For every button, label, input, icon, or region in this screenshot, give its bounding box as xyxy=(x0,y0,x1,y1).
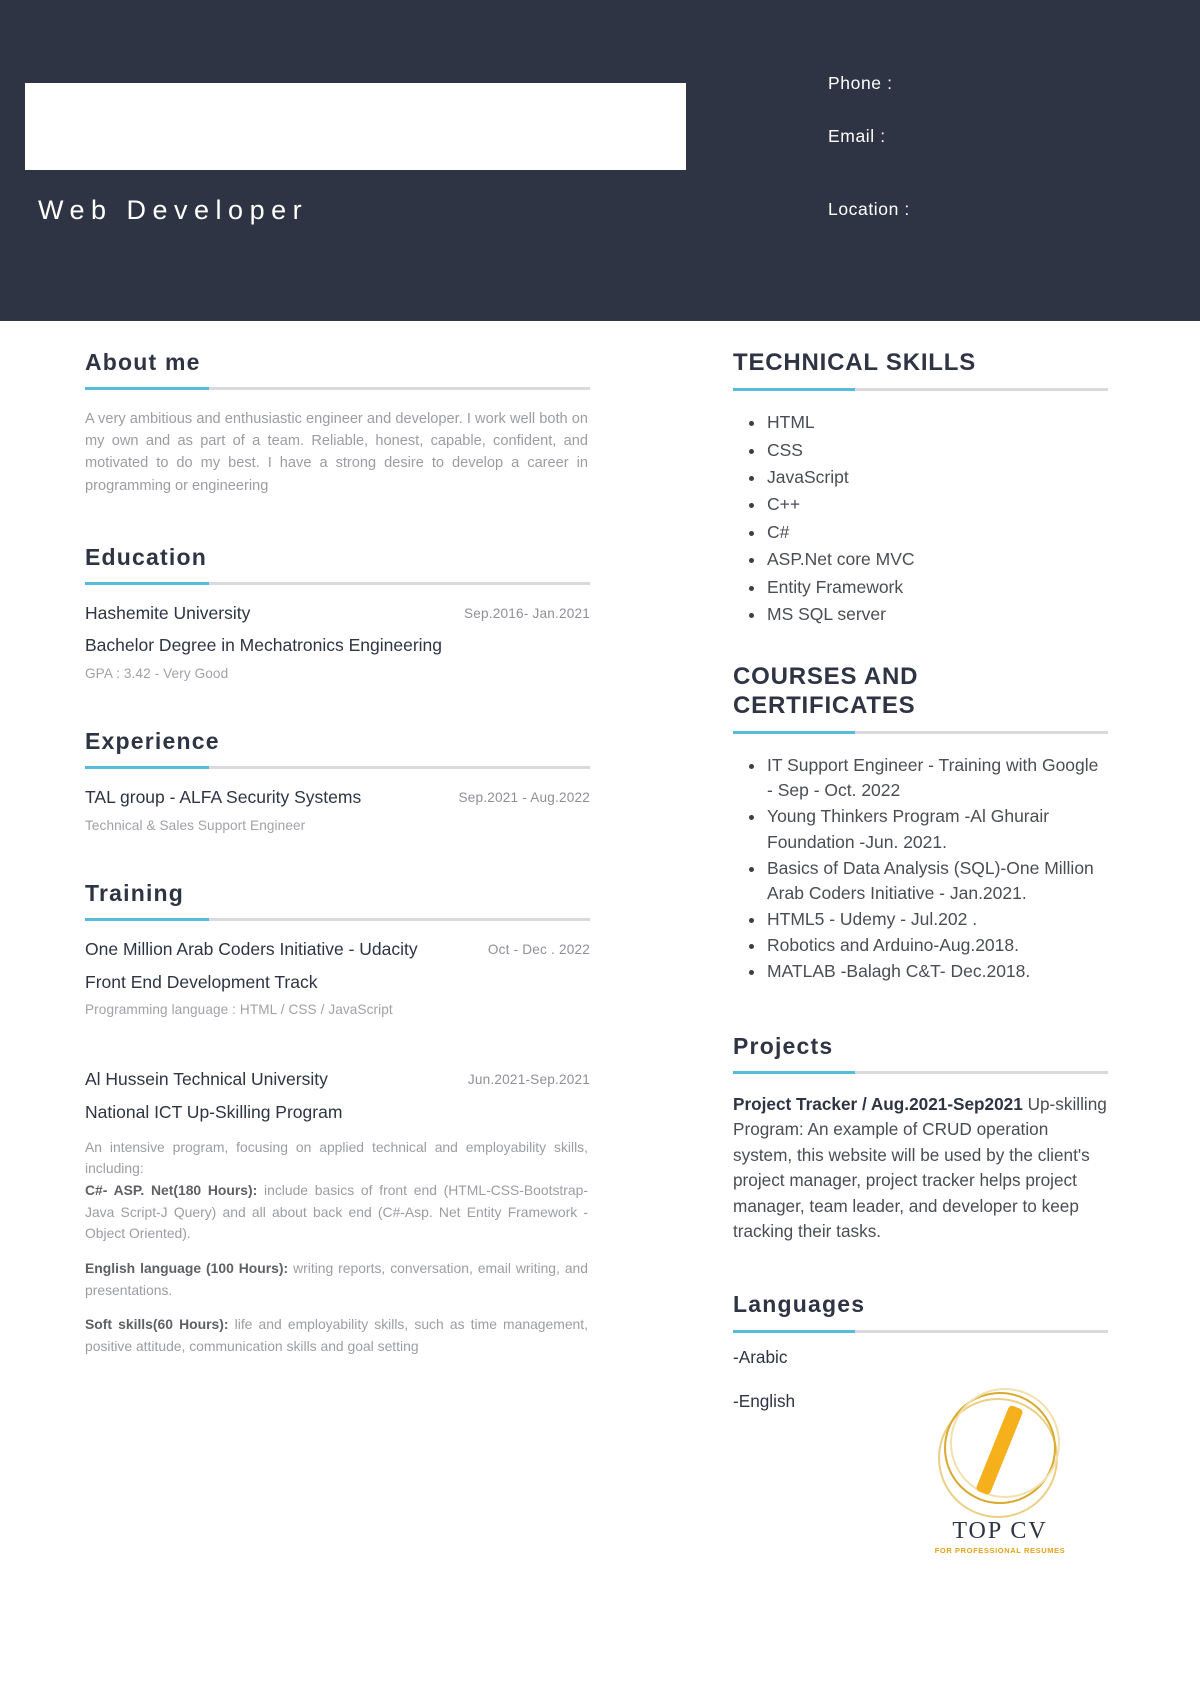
education-entry xyxy=(85,602,590,681)
section-about-me xyxy=(85,349,590,497)
training-entry-2-head xyxy=(85,1068,590,1091)
section-projects xyxy=(733,1033,1108,1245)
training-entry-1-date: Oct - Dec . 2022 xyxy=(487,942,590,958)
list-item: Young Thinkers Program -Al Ghurair Foundation -Jun. 2021. xyxy=(767,804,1108,854)
section-education xyxy=(85,544,590,681)
list-item: HTML xyxy=(767,410,1108,435)
list-item: -English xyxy=(733,1390,796,1411)
list-item: Robotics and Arduino-Aug.2018. xyxy=(767,933,1108,958)
list-item: ASP.Net core MVC xyxy=(767,547,1108,572)
list-item: CSS xyxy=(767,438,1108,463)
spacer xyxy=(733,986,1108,1033)
list-item: -Arabic xyxy=(733,1346,788,1367)
training-entry-1 xyxy=(85,938,590,1017)
training-entry-1-track: Front End Development Track xyxy=(85,971,318,992)
projects-rule xyxy=(733,1071,1108,1074)
training-paragraph-softskills-label: Soft skills(60 Hours): xyxy=(85,1316,229,1333)
technical-skills-list xyxy=(733,410,1108,627)
experience-entry-date: Sep.2021 - Aug.2022 xyxy=(458,790,590,806)
job-title: Web Developer xyxy=(38,195,309,225)
education-entry-head xyxy=(85,602,590,625)
list-item: MATLAB -Balagh C&T- Dec.2018. xyxy=(767,959,1108,984)
contact-location xyxy=(828,199,1158,220)
training-paragraph-csharp-text: include basics of front end (HTML-CSS-Bootstrap- Java Script-J Query) and all about back end (C#-Asp. Net Entity Framework -Object Oriented). xyxy=(85,1181,588,1242)
languages-rule xyxy=(733,1330,1108,1333)
courses-certificates-heading: COURSES AND CERTIFICATES xyxy=(733,663,919,719)
logo-tagline: FOR PROFESSIONAL RESUMES xyxy=(934,1546,1066,1555)
training-paragraph-english xyxy=(85,1258,588,1301)
list-item: C# xyxy=(767,520,1108,545)
training-paragraph-english-text: writing reports, conversation, email writing, and presentations. xyxy=(85,1259,589,1298)
topcv-logo xyxy=(925,1388,1075,1555)
education-rule xyxy=(85,582,590,585)
name-box xyxy=(25,83,686,170)
training-rule xyxy=(85,918,590,921)
courses-certificates-list xyxy=(733,753,1108,985)
training-heading: Training xyxy=(85,880,185,907)
list-item: IT Support Engineer - Training with Google - Sep - Oct. 2022 xyxy=(767,753,1108,803)
right-column xyxy=(733,349,1108,1435)
training-entry-2 xyxy=(85,1068,590,1357)
list-item: HTML5 - Udemy - Jul.202 . xyxy=(767,907,1108,932)
education-entry-gpa: GPA : 3.42 - Very Good xyxy=(85,665,229,681)
about-me-heading: About me xyxy=(85,349,201,375)
projects-title: Project Tracker / Aug.2021-Sep2021 xyxy=(733,1093,1023,1114)
training-paragraph-softskills-text: life and employability skills, such as time management, positive attitude, communication skills and goal setting xyxy=(85,1316,588,1354)
experience-entry-title: TAL group - ALFA Security Systems xyxy=(85,787,362,808)
education-entry-date: Sep.2016- Jan.2021 xyxy=(463,605,590,621)
list-item: Entity Framework xyxy=(767,575,1108,600)
section-training xyxy=(85,880,590,1357)
training-entry-2-program: National ICT Up-Skilling Program xyxy=(85,1101,343,1122)
training-paragraph-csharp-label: C#- ASP. Net(180 Hours): xyxy=(85,1181,258,1198)
training-entry-2-date: Jun.2021-Sep.2021 xyxy=(467,1072,590,1088)
training-entry-2-title: Al Hussein Technical University xyxy=(85,1069,328,1090)
section-courses-certificates xyxy=(733,663,1108,984)
technical-skills-heading: TECHNICAL SKILLS xyxy=(733,349,977,376)
list-item: Basics of Data Analysis (SQL)-One Million Arab Coders Initiative - Jan.2021. xyxy=(767,856,1108,906)
spacer xyxy=(85,497,590,544)
list-item: MS SQL server xyxy=(767,602,1108,627)
left-column xyxy=(85,349,590,1358)
contact-email xyxy=(828,126,1158,147)
spacer xyxy=(733,1244,1108,1291)
experience-entry-role: Technical & Sales Support Engineer xyxy=(85,818,306,834)
education-entry-title: Hashemite University xyxy=(85,602,251,623)
experience-rule xyxy=(85,766,590,769)
experience-entry-head xyxy=(85,786,590,809)
about-me-rule xyxy=(85,387,590,390)
about-me-text: A very ambitious and enthusiastic engineer and developer. I work well both on my own and as part of a team. Reliable, honest, capable, confident, and motivated to do my best. I have a strong desire to develop a career in programming or engineering xyxy=(85,411,588,494)
section-experience xyxy=(85,728,590,833)
experience-entry xyxy=(85,786,590,833)
contact-phone xyxy=(828,73,1158,94)
training-entry-1-title: One Million Arab Coders Initiative - Udacity xyxy=(85,939,418,960)
resume-header xyxy=(0,0,1200,321)
contact-location-label: Location : xyxy=(828,199,910,219)
training-entry-1-head xyxy=(85,938,590,961)
spacer xyxy=(85,681,590,728)
spacer xyxy=(733,629,1108,663)
training-paragraph-softskills xyxy=(85,1314,588,1357)
projects-body xyxy=(733,1092,1108,1245)
projects-description: Up-skilling Program: An example of CRUD operation system, this website will be used by the client's project manager, project tracker helps project manager, team leader, and developer to keep tracking their tasks. xyxy=(733,1093,1107,1242)
contact-block xyxy=(828,62,1158,220)
education-entry-degree: Bachelor Degree in Mechatronics Engineering xyxy=(85,635,443,656)
spacer xyxy=(85,1017,590,1051)
logo-name: TOP CV xyxy=(952,1518,1048,1544)
list-item: JavaScript xyxy=(767,465,1108,490)
training-paragraph-english-label: English language (100 Hours): xyxy=(85,1259,289,1276)
experience-heading: Experience xyxy=(85,727,220,754)
list-item: C++ xyxy=(767,492,1108,517)
training-paragraph-intro xyxy=(85,1137,588,1180)
spacer xyxy=(85,833,590,880)
training-paragraph-csharp xyxy=(85,1180,588,1245)
contact-email-label: Email : xyxy=(828,126,886,146)
training-paragraph-intro-text: An intensive program, focusing on applied technical and employability skills, including: xyxy=(85,1138,588,1177)
projects-heading: Projects xyxy=(733,1032,834,1059)
contact-phone-label: Phone : xyxy=(828,73,893,93)
section-technical-skills xyxy=(733,349,1108,627)
training-entry-1-note: Programming language : HTML / CSS / JavaScript xyxy=(85,1002,393,1018)
pencil-circle-icon xyxy=(936,1388,1064,1516)
courses-certificates-rule xyxy=(733,731,1108,734)
languages-heading: Languages xyxy=(733,1291,866,1318)
education-heading: Education xyxy=(85,543,207,570)
technical-skills-rule xyxy=(733,388,1108,391)
